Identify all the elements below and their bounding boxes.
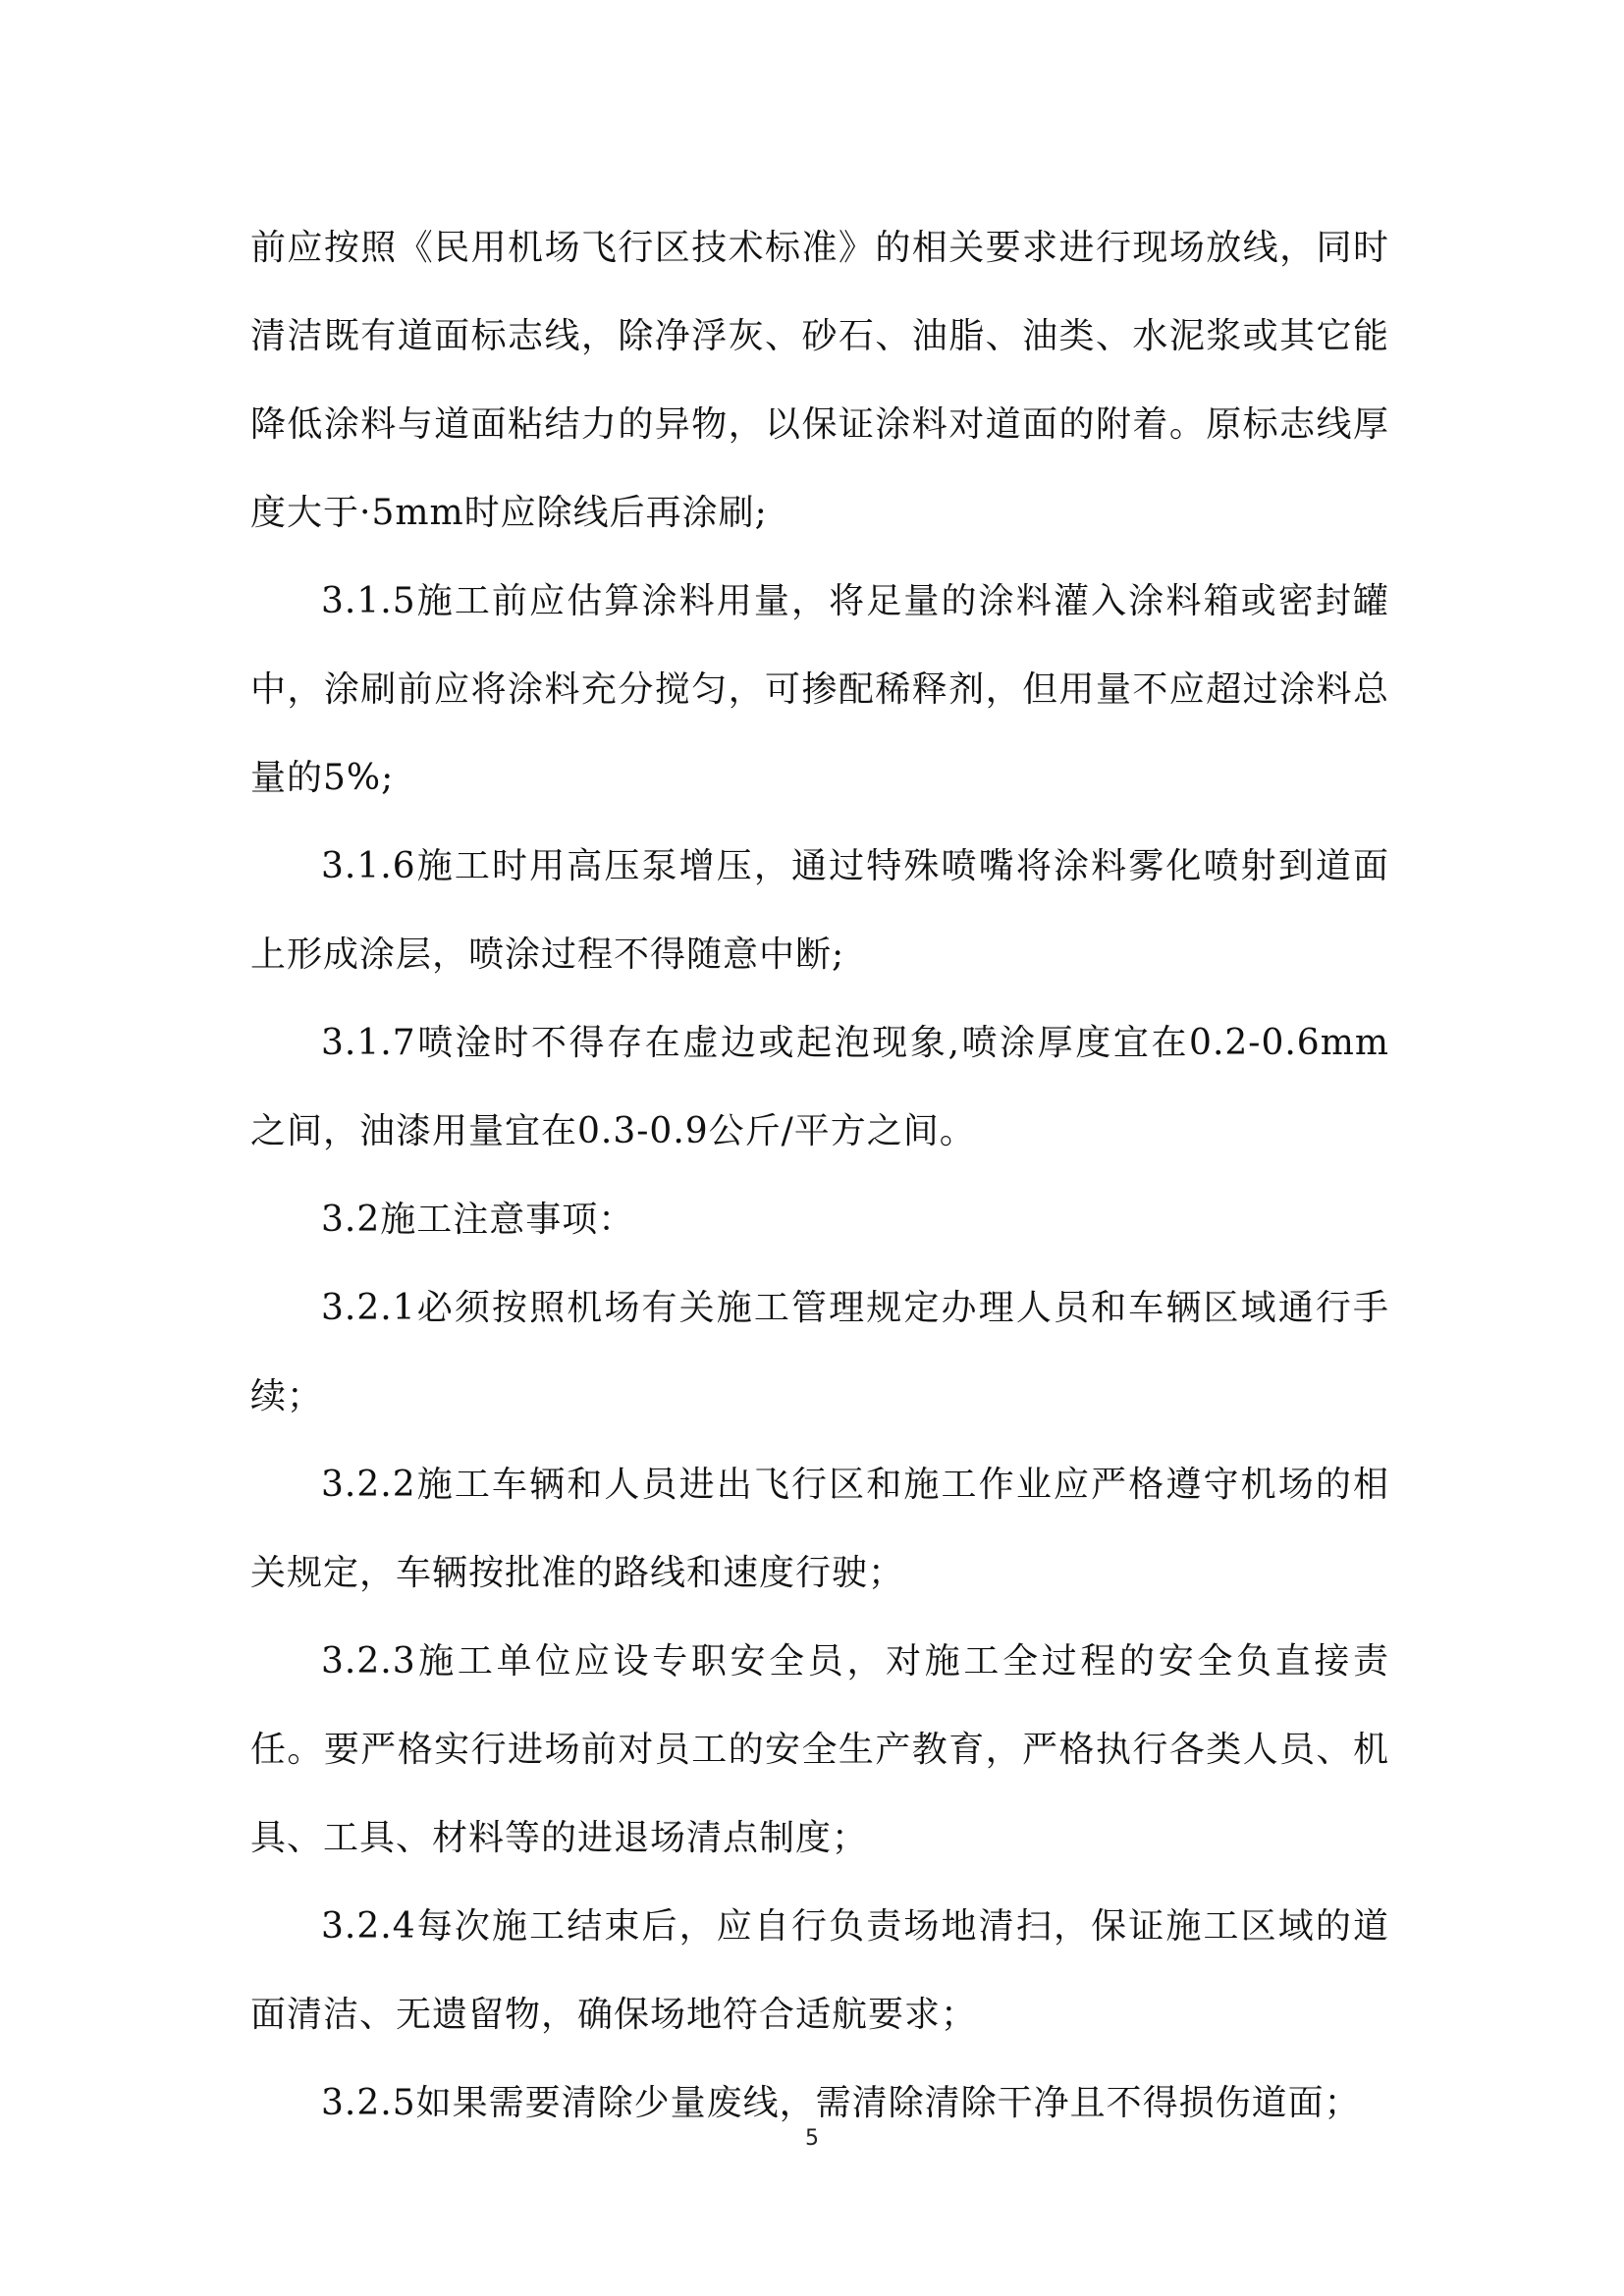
page-number: 5 (805, 2126, 819, 2151)
paragraph-3-2-3: 3.2.3施工单位应设专职安全员，对施工全过程的安全负直接责任。要严格实行进场前对员工的安全生产教育，严格执行各类人员、机具、工具、材料等的进退场清点制度； (250, 1641, 1389, 1858)
paragraph-3-1-7: 3.1.7喷淦时不得存在虚边或起泡现象,喷涂厚度宜在0.2-0.6mm之间，油漆用量宜在0.3-0.9公斤/平方之间。 (250, 1023, 1389, 1151)
paragraph-continuation: 前应按照《民用机场飞行区技术标准》的相关要求进行现场放线，同时清洁既有道面标志线，除净浮灰、砂石、油脂、油类、水泥浆或其它能降低涂料与道面粘结力的异物，以保证涂料对道面的附着。原标志线厚度大于·5mm时应除线后再涂刷; (250, 228, 1389, 533)
paragraph-3-2-5: 3.2.5如果需要清除少量废线，需清除清除干净且不得损伤道面； (321, 2083, 1361, 2123)
paragraph-3-1-6: 3.1.6施工时用高压泵增压，通过特殊喷嘴将涂料雾化喷射到道面上形成涂层，喷涂过程不得随意中断; (250, 846, 1389, 975)
paragraph-3-2-2: 3.2.2施工车辆和人员进出飞行区和施工作业应严格遵守机场的相关规定，车辆按批准的路线和速度行驶； (250, 1465, 1389, 1593)
paragraph-3-2-4: 3.2.4每次施工结束后，应自行负责场地清扫，保证施工区域的道面清洁、无遗留物，确保场地符合适航要求； (250, 1906, 1389, 2035)
section-heading-3-2: 3.2施工注意事项： (321, 1200, 635, 1240)
document-body (250, 204, 1389, 2148)
paragraph-3-1-5: 3.1.5施工前应估算涂料用量，将足量的涂料灌入涂料箱或密封罐中，涂刷前应将涂料充分搅匀，可掺配稀释剂，但用量不应超过涂料总量的5%; (250, 581, 1389, 798)
paragraph-3-2-1: 3.2.1必须按照机场有关施工管理规定办理人员和车辆区域通行手续； (250, 1288, 1389, 1416)
